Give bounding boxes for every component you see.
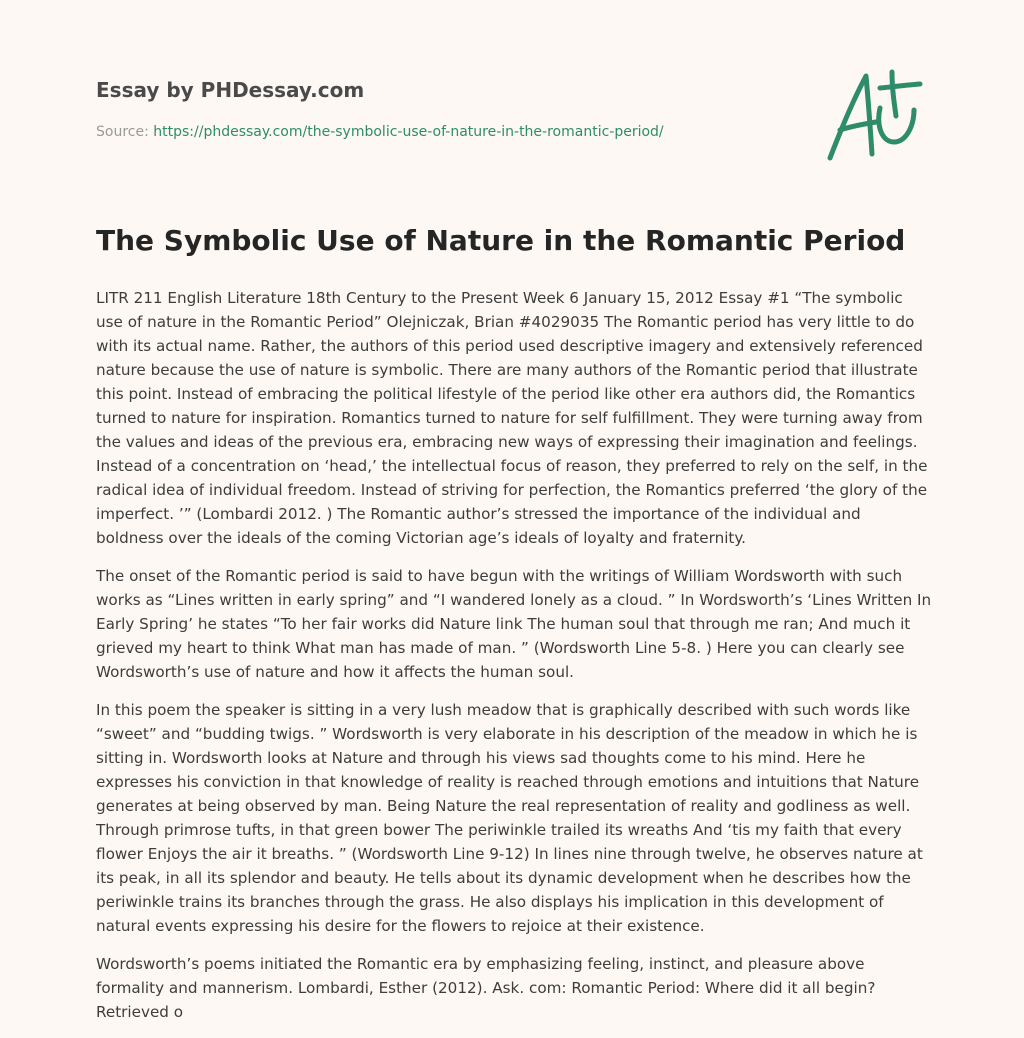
essay-body bbox=[96, 286, 932, 1038]
site-brand: Essay by PHDessay.com bbox=[96, 78, 365, 102]
essay-paragraph: Wordsworth’s poems initiated the Romantic era by emphasizing feeling, instinct, and pleasure above formality and mannerism. Lombardi, Esther (2012). Ask. com: Romantic Period: Where did it all begin? Retrieved o bbox=[96, 955, 876, 1021]
source-link[interactable]: https://phdessay.com/the-symbolic-use-of-nature-in-the-romantic-period/ bbox=[153, 124, 664, 140]
a-plus-logo bbox=[822, 68, 930, 164]
essay-paragraph: In this poem the speaker is sitting in a very lush meadow that is graphically described with such words like “sweet” and “budding twigs. ” Wordsworth is very elaborate in his description of the meadow in which he is sitting in. Wordsworth looks at Nature and through his views sad thoughts come to his mind. Here he expresses his conviction in that knowledge of reality is reached through emotions and intuitions that Nature generates at being observed by man. Being Nature the real representation of reality and godliness as well. Through primrose tufts, in that green bower The periwinkle trailed its wreaths And ‘tis my faith that every flower Enjoys the air it breaths. ” (Wordsworth Line 9-12) In lines nine through twelve, he observes nature at its peak, in all its splendor and beauty. He tells about its dynamic development when he describes how the periwinkle trains its branches through the grass. He also displays his implication in this development of natural events expressing his desire for the flowers to rejoice at their existence. bbox=[96, 701, 923, 935]
a-plus-logo-icon bbox=[822, 68, 930, 164]
source-label: Source: bbox=[96, 124, 154, 140]
page-title: The Symbolic Use of Nature in the Romantic Period bbox=[96, 224, 906, 257]
essay-paragraph: LITR 211 English Literature 18th Century to the Present Week 6 January 15, 2012 Essay #1 “The symbolic use of nature in the Romantic Period” Olejniczak, Brian #4029035 The Romantic period has very little to do with its actual name. Rather, the authors of this period used descriptive imagery and extensively referenced nature because the use of nature is symbolic. There are many authors of the Romantic period that illustrate this point. Instead of embracing the political lifestyle of the period like other era authors did, the Romantics turned to nature for inspiration. Romantics turned to nature for self fulfillment. They were turning away from the values and ideas of the previous era, embracing new ways of expressing their imagination and feelings. Instead of a concentration on ‘head,’ the intellectual focus of reason, they preferred to rely on the self, in the radical idea of individual freedom. Instead of striving for perfection, the Romantics preferred ‘the glory of the imperfect. ’” (Lombardi 2012. ) The Romantic author’s stressed the importance of the individual and boldness over the ideals of the coming Victorian age’s ideals of loyalty and fraternity. bbox=[96, 289, 928, 547]
essay-paragraph: The onset of the Romantic period is said to have begun with the writings of William Wordsworth with such works as “Lines written in early spring” and “I wandered lonely as a cloud. ” In Wordsworth’s ‘Lines Written In Early Spring’ he states “To her fair works did Nature link The human soul that through me ran; And much it grieved my heart to think What man has made of man. ” (Wordsworth Line 5-8. ) Here you can clearly see Wordsworth’s use of nature and how it affects the human soul. bbox=[96, 567, 932, 681]
source-line bbox=[96, 124, 664, 140]
